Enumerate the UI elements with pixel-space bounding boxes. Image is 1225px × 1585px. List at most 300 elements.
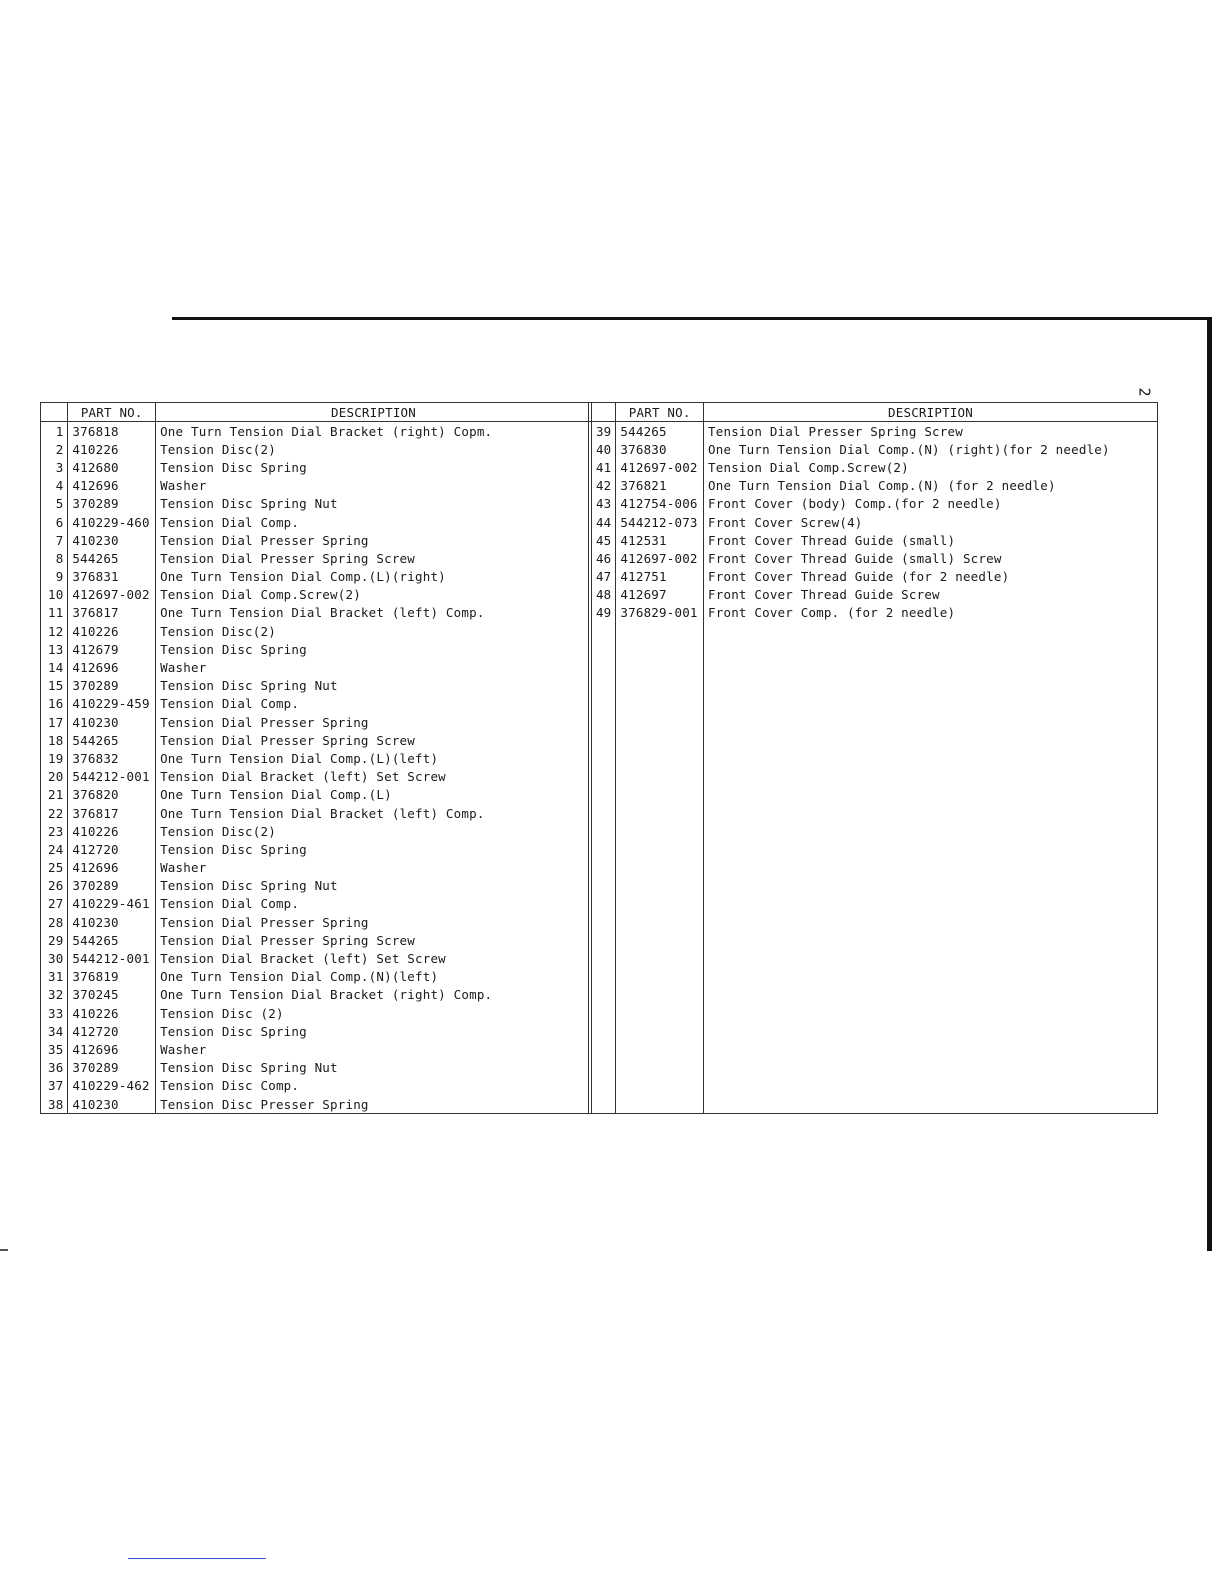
row-index bbox=[589, 749, 616, 767]
table-row bbox=[589, 913, 1158, 931]
part-description bbox=[704, 658, 1158, 676]
row-index: 43 bbox=[589, 495, 616, 513]
part-description: Tension Disc Spring Nut bbox=[156, 1059, 592, 1077]
part-number: 376831 bbox=[68, 568, 156, 586]
part-description: Tension Dial Presser Spring bbox=[156, 531, 592, 549]
table-row bbox=[589, 986, 1158, 1004]
table-header bbox=[41, 403, 592, 422]
table-row bbox=[589, 859, 1158, 877]
table-row bbox=[589, 931, 1158, 949]
part-number: 412696 bbox=[68, 859, 156, 877]
row-index bbox=[589, 677, 616, 695]
row-index bbox=[589, 731, 616, 749]
part-description: Front Cover Thread Guide (small) bbox=[704, 531, 1158, 549]
part-number bbox=[616, 1004, 704, 1022]
row-index: 14 bbox=[41, 658, 68, 676]
table-row bbox=[41, 895, 592, 913]
table-row bbox=[41, 822, 592, 840]
table-row bbox=[41, 1004, 592, 1022]
table-row bbox=[41, 840, 592, 858]
table-row bbox=[589, 949, 1158, 967]
part-number: 412754-006 bbox=[616, 495, 704, 513]
row-index: 23 bbox=[41, 822, 68, 840]
row-index bbox=[589, 1022, 616, 1040]
footer-link-underline[interactable] bbox=[128, 1558, 266, 1559]
part-number bbox=[616, 1095, 704, 1114]
parts-table-left bbox=[40, 402, 592, 1114]
part-number bbox=[616, 677, 704, 695]
part-number: 544265 bbox=[68, 731, 156, 749]
table-row bbox=[41, 640, 592, 658]
part-number: 412531 bbox=[616, 531, 704, 549]
part-description: Tension Disc Spring bbox=[156, 840, 592, 858]
page-edge bbox=[1207, 317, 1212, 1251]
part-description bbox=[704, 731, 1158, 749]
row-index bbox=[589, 622, 616, 640]
part-number: 544265 bbox=[68, 931, 156, 949]
part-number: 410229-460 bbox=[68, 513, 156, 531]
row-index: 24 bbox=[41, 840, 68, 858]
table-row bbox=[41, 731, 592, 749]
part-number bbox=[616, 895, 704, 913]
part-number: 410229-462 bbox=[68, 1077, 156, 1095]
part-number: 410226 bbox=[68, 822, 156, 840]
part-description: Tension Dial Comp. bbox=[156, 513, 592, 531]
row-index bbox=[589, 804, 616, 822]
row-index: 35 bbox=[41, 1040, 68, 1058]
part-description: Tension Disc(2) bbox=[156, 622, 592, 640]
part-number: 410226 bbox=[68, 440, 156, 458]
table-row bbox=[41, 549, 592, 567]
table-row bbox=[41, 859, 592, 877]
part-description: Tension Disc(2) bbox=[156, 822, 592, 840]
part-description bbox=[704, 822, 1158, 840]
part-description: Tension Disc Spring bbox=[156, 458, 592, 476]
row-index: 5 bbox=[41, 495, 68, 513]
part-description bbox=[704, 1077, 1158, 1095]
part-description bbox=[704, 804, 1158, 822]
col-part-no: PART NO. bbox=[68, 403, 156, 422]
row-index: 38 bbox=[41, 1095, 68, 1114]
part-number: 376832 bbox=[68, 749, 156, 767]
part-number: 376817 bbox=[68, 804, 156, 822]
part-description: Tension Dial Comp. bbox=[156, 695, 592, 713]
row-index: 22 bbox=[41, 804, 68, 822]
part-number: 544265 bbox=[616, 422, 704, 441]
row-index: 29 bbox=[41, 931, 68, 949]
row-index bbox=[589, 1040, 616, 1058]
bottom-rule bbox=[0, 1249, 8, 1251]
part-description bbox=[704, 895, 1158, 913]
table-row bbox=[589, 1040, 1158, 1058]
table-row bbox=[589, 1077, 1158, 1095]
part-number bbox=[616, 986, 704, 1004]
table-row bbox=[41, 586, 592, 604]
row-index: 33 bbox=[41, 1004, 68, 1022]
part-number: 410226 bbox=[68, 622, 156, 640]
table-row bbox=[589, 804, 1158, 822]
part-description: Front Cover Comp. (for 2 needle) bbox=[704, 604, 1158, 622]
table-row bbox=[41, 495, 592, 513]
row-index: 10 bbox=[41, 586, 68, 604]
part-number bbox=[616, 968, 704, 986]
part-description: Tension Dial Comp.Screw(2) bbox=[156, 586, 592, 604]
part-number bbox=[616, 1077, 704, 1095]
table-row bbox=[589, 495, 1158, 513]
table-row bbox=[41, 568, 592, 586]
row-index: 17 bbox=[41, 713, 68, 731]
table-row bbox=[589, 822, 1158, 840]
part-number bbox=[616, 731, 704, 749]
part-number: 410230 bbox=[68, 913, 156, 931]
part-number: 412679 bbox=[68, 640, 156, 658]
part-description bbox=[704, 859, 1158, 877]
table-row bbox=[41, 513, 592, 531]
part-number bbox=[616, 949, 704, 967]
part-description bbox=[704, 677, 1158, 695]
part-number: 410229-459 bbox=[68, 695, 156, 713]
table-row bbox=[589, 640, 1158, 658]
part-number: 410226 bbox=[68, 1004, 156, 1022]
part-number bbox=[616, 1059, 704, 1077]
part-description bbox=[704, 1059, 1158, 1077]
table-row bbox=[41, 968, 592, 986]
row-index: 32 bbox=[41, 986, 68, 1004]
part-description bbox=[704, 622, 1158, 640]
row-index: 47 bbox=[589, 568, 616, 586]
row-index bbox=[589, 1095, 616, 1114]
part-number: 412680 bbox=[68, 458, 156, 476]
table-row bbox=[41, 422, 592, 441]
table-row bbox=[41, 622, 592, 640]
table-row bbox=[41, 913, 592, 931]
part-description: Tension Disc Comp. bbox=[156, 1077, 592, 1095]
row-index bbox=[589, 1004, 616, 1022]
row-index bbox=[589, 986, 616, 1004]
part-number bbox=[616, 877, 704, 895]
row-index: 7 bbox=[41, 531, 68, 549]
part-description: Tension Dial Bracket (left) Set Screw bbox=[156, 768, 592, 786]
part-number: 376830 bbox=[616, 440, 704, 458]
part-description bbox=[704, 913, 1158, 931]
row-index bbox=[589, 968, 616, 986]
row-index: 18 bbox=[41, 731, 68, 749]
part-number bbox=[616, 840, 704, 858]
row-index bbox=[589, 895, 616, 913]
table-row bbox=[41, 877, 592, 895]
row-index bbox=[589, 1077, 616, 1095]
part-description: One Turn Tension Dial Comp.(N) (for 2 needle) bbox=[704, 477, 1158, 495]
part-number: 544212-001 bbox=[68, 949, 156, 967]
part-number: 376818 bbox=[68, 422, 156, 441]
table-row bbox=[589, 513, 1158, 531]
part-description: Tension Disc Presser Spring bbox=[156, 1095, 592, 1114]
part-description: Tension Disc Spring Nut bbox=[156, 495, 592, 513]
part-number bbox=[616, 804, 704, 822]
part-number: 410230 bbox=[68, 1095, 156, 1114]
row-index: 11 bbox=[41, 604, 68, 622]
table-row bbox=[589, 1004, 1158, 1022]
table-row bbox=[589, 622, 1158, 640]
part-description: Tension Dial Presser Spring Screw bbox=[156, 549, 592, 567]
part-description: One Turn Tension Dial Bracket (right) Comp. bbox=[156, 986, 592, 1004]
row-index: 46 bbox=[589, 549, 616, 567]
part-number bbox=[616, 640, 704, 658]
part-number: 412697-002 bbox=[616, 549, 704, 567]
table-row bbox=[589, 1022, 1158, 1040]
part-number: 544212-073 bbox=[616, 513, 704, 531]
table-row bbox=[41, 768, 592, 786]
part-number: 410229-461 bbox=[68, 895, 156, 913]
table-row bbox=[41, 786, 592, 804]
part-number: 370289 bbox=[68, 495, 156, 513]
table-row bbox=[41, 1022, 592, 1040]
col-description: DESCRIPTION bbox=[704, 403, 1158, 422]
table-row bbox=[41, 604, 592, 622]
row-index: 12 bbox=[41, 622, 68, 640]
table-row bbox=[589, 440, 1158, 458]
part-description: One Turn Tension Dial Bracket (left) Comp. bbox=[156, 604, 592, 622]
row-index: 1 bbox=[41, 422, 68, 441]
part-number: 370289 bbox=[68, 877, 156, 895]
table-row bbox=[589, 695, 1158, 713]
part-description bbox=[704, 1022, 1158, 1040]
row-index bbox=[589, 859, 616, 877]
part-description bbox=[704, 786, 1158, 804]
part-number: 412697-002 bbox=[616, 458, 704, 476]
table-row bbox=[41, 713, 592, 731]
part-number: 412696 bbox=[68, 1040, 156, 1058]
row-index bbox=[589, 695, 616, 713]
part-number bbox=[616, 622, 704, 640]
table-row bbox=[41, 1059, 592, 1077]
table-row bbox=[41, 986, 592, 1004]
part-description: Washer bbox=[156, 859, 592, 877]
row-index: 49 bbox=[589, 604, 616, 622]
part-number: 412697 bbox=[616, 586, 704, 604]
part-description: One Turn Tension Dial Bracket (right) Copm. bbox=[156, 422, 592, 441]
row-index: 27 bbox=[41, 895, 68, 913]
part-number: 410230 bbox=[68, 531, 156, 549]
part-number bbox=[616, 931, 704, 949]
table-row bbox=[41, 749, 592, 767]
parts-table-right bbox=[588, 402, 1158, 1114]
part-description: One Turn Tension Dial Comp.(N)(left) bbox=[156, 968, 592, 986]
part-description bbox=[704, 840, 1158, 858]
part-description bbox=[704, 640, 1158, 658]
part-number: 412751 bbox=[616, 568, 704, 586]
part-description: Front Cover Thread Guide Screw bbox=[704, 586, 1158, 604]
part-description: Washer bbox=[156, 477, 592, 495]
part-number bbox=[616, 713, 704, 731]
part-number: 376819 bbox=[68, 968, 156, 986]
part-description: Tension Dial Presser Spring Screw bbox=[156, 731, 592, 749]
row-index: 28 bbox=[41, 913, 68, 931]
row-index: 40 bbox=[589, 440, 616, 458]
part-description: One Turn Tension Dial Comp.(N) (right)(for 2 needle) bbox=[704, 440, 1158, 458]
table-row bbox=[589, 749, 1158, 767]
page-number: 2 bbox=[1135, 387, 1154, 397]
table-row bbox=[589, 549, 1158, 567]
part-number: 412720 bbox=[68, 840, 156, 858]
row-index bbox=[589, 822, 616, 840]
row-index: 41 bbox=[589, 458, 616, 476]
part-number: 412696 bbox=[68, 658, 156, 676]
part-description bbox=[704, 986, 1158, 1004]
part-number bbox=[616, 658, 704, 676]
row-index: 26 bbox=[41, 877, 68, 895]
part-description: Tension Disc Spring Nut bbox=[156, 677, 592, 695]
table-row bbox=[41, 1077, 592, 1095]
part-description bbox=[704, 1004, 1158, 1022]
col-index bbox=[41, 403, 68, 422]
table-row bbox=[589, 422, 1158, 441]
part-number: 544212-001 bbox=[68, 768, 156, 786]
table-row bbox=[589, 568, 1158, 586]
table-row bbox=[41, 931, 592, 949]
table-row bbox=[589, 877, 1158, 895]
row-index: 2 bbox=[41, 440, 68, 458]
part-number bbox=[616, 768, 704, 786]
row-index: 48 bbox=[589, 586, 616, 604]
table-row bbox=[41, 1040, 592, 1058]
part-number: 370289 bbox=[68, 1059, 156, 1077]
table-row bbox=[589, 586, 1158, 604]
part-number: 376829-001 bbox=[616, 604, 704, 622]
part-description: Tension Dial Comp.Screw(2) bbox=[704, 458, 1158, 476]
part-description: One Turn Tension Dial Comp.(L)(left) bbox=[156, 749, 592, 767]
part-description: Tension Dial Presser Spring bbox=[156, 713, 592, 731]
row-index bbox=[589, 877, 616, 895]
part-description bbox=[704, 768, 1158, 786]
row-index: 8 bbox=[41, 549, 68, 567]
part-description: Tension Dial Presser Spring Screw bbox=[156, 931, 592, 949]
row-index: 20 bbox=[41, 768, 68, 786]
part-number: 412720 bbox=[68, 1022, 156, 1040]
part-number: 412696 bbox=[68, 477, 156, 495]
row-index: 4 bbox=[41, 477, 68, 495]
table-row bbox=[589, 604, 1158, 622]
row-index: 13 bbox=[41, 640, 68, 658]
table-row bbox=[41, 677, 592, 695]
part-number: 376821 bbox=[616, 477, 704, 495]
part-number: 376817 bbox=[68, 604, 156, 622]
part-description bbox=[704, 968, 1158, 986]
row-index bbox=[589, 768, 616, 786]
row-index: 36 bbox=[41, 1059, 68, 1077]
top-rule bbox=[172, 317, 1212, 320]
row-index bbox=[589, 913, 616, 931]
row-index: 45 bbox=[589, 531, 616, 549]
part-description bbox=[704, 877, 1158, 895]
part-number: 412697-002 bbox=[68, 586, 156, 604]
row-index: 25 bbox=[41, 859, 68, 877]
table-row bbox=[589, 768, 1158, 786]
table-row bbox=[589, 968, 1158, 986]
part-description bbox=[704, 1040, 1158, 1058]
part-description: Front Cover (body) Comp.(for 2 needle) bbox=[704, 495, 1158, 513]
part-number: 376820 bbox=[68, 786, 156, 804]
part-number: 410230 bbox=[68, 713, 156, 731]
row-index: 6 bbox=[41, 513, 68, 531]
part-number bbox=[616, 822, 704, 840]
part-description: One Turn Tension Dial Comp.(L)(right) bbox=[156, 568, 592, 586]
table-row bbox=[589, 477, 1158, 495]
part-number bbox=[616, 1040, 704, 1058]
part-number bbox=[616, 913, 704, 931]
part-description: One Turn Tension Dial Comp.(L) bbox=[156, 786, 592, 804]
row-index: 34 bbox=[41, 1022, 68, 1040]
part-description bbox=[704, 749, 1158, 767]
row-index: 30 bbox=[41, 949, 68, 967]
row-index: 39 bbox=[589, 422, 616, 441]
row-index: 44 bbox=[589, 513, 616, 531]
part-description: Tension Disc Spring bbox=[156, 1022, 592, 1040]
col-description: DESCRIPTION bbox=[156, 403, 592, 422]
row-index: 19 bbox=[41, 749, 68, 767]
table-row bbox=[589, 840, 1158, 858]
part-description bbox=[704, 695, 1158, 713]
part-number: 370289 bbox=[68, 677, 156, 695]
col-part-no: PART NO. bbox=[616, 403, 704, 422]
table-row bbox=[589, 1095, 1158, 1114]
table-row bbox=[41, 531, 592, 549]
row-index bbox=[589, 713, 616, 731]
part-number bbox=[616, 749, 704, 767]
part-number: 544265 bbox=[68, 549, 156, 567]
row-index: 9 bbox=[41, 568, 68, 586]
row-index bbox=[589, 640, 616, 658]
part-number bbox=[616, 1022, 704, 1040]
part-description: Tension Disc Spring bbox=[156, 640, 592, 658]
table-row bbox=[589, 895, 1158, 913]
part-description: Tension Dial Presser Spring Screw bbox=[704, 422, 1158, 441]
col-index bbox=[589, 403, 616, 422]
part-description: Tension Disc(2) bbox=[156, 440, 592, 458]
table-header bbox=[589, 403, 1158, 422]
table-row bbox=[589, 713, 1158, 731]
table-row bbox=[41, 1095, 592, 1114]
part-description: Tension Dial Presser Spring bbox=[156, 913, 592, 931]
table-row bbox=[41, 658, 592, 676]
table-row bbox=[41, 477, 592, 495]
table-row bbox=[589, 458, 1158, 476]
part-description: Tension Disc Spring Nut bbox=[156, 877, 592, 895]
part-description: Tension Dial Bracket (left) Set Screw bbox=[156, 949, 592, 967]
part-description bbox=[704, 1095, 1158, 1114]
row-index: 31 bbox=[41, 968, 68, 986]
part-description: Front Cover Thread Guide (for 2 needle) bbox=[704, 568, 1158, 586]
part-description: Front Cover Thread Guide (small) Screw bbox=[704, 549, 1158, 567]
part-number bbox=[616, 695, 704, 713]
table-row bbox=[589, 1059, 1158, 1077]
part-description bbox=[704, 713, 1158, 731]
part-description: One Turn Tension Dial Bracket (left) Comp. bbox=[156, 804, 592, 822]
row-index bbox=[589, 949, 616, 967]
table-row bbox=[41, 804, 592, 822]
row-index bbox=[589, 786, 616, 804]
table-row bbox=[41, 458, 592, 476]
row-index: 15 bbox=[41, 677, 68, 695]
part-number bbox=[616, 786, 704, 804]
row-index bbox=[589, 1059, 616, 1077]
row-index: 3 bbox=[41, 458, 68, 476]
row-index: 21 bbox=[41, 786, 68, 804]
table-row bbox=[41, 440, 592, 458]
table-row bbox=[589, 658, 1158, 676]
row-index bbox=[589, 931, 616, 949]
part-description: Washer bbox=[156, 658, 592, 676]
